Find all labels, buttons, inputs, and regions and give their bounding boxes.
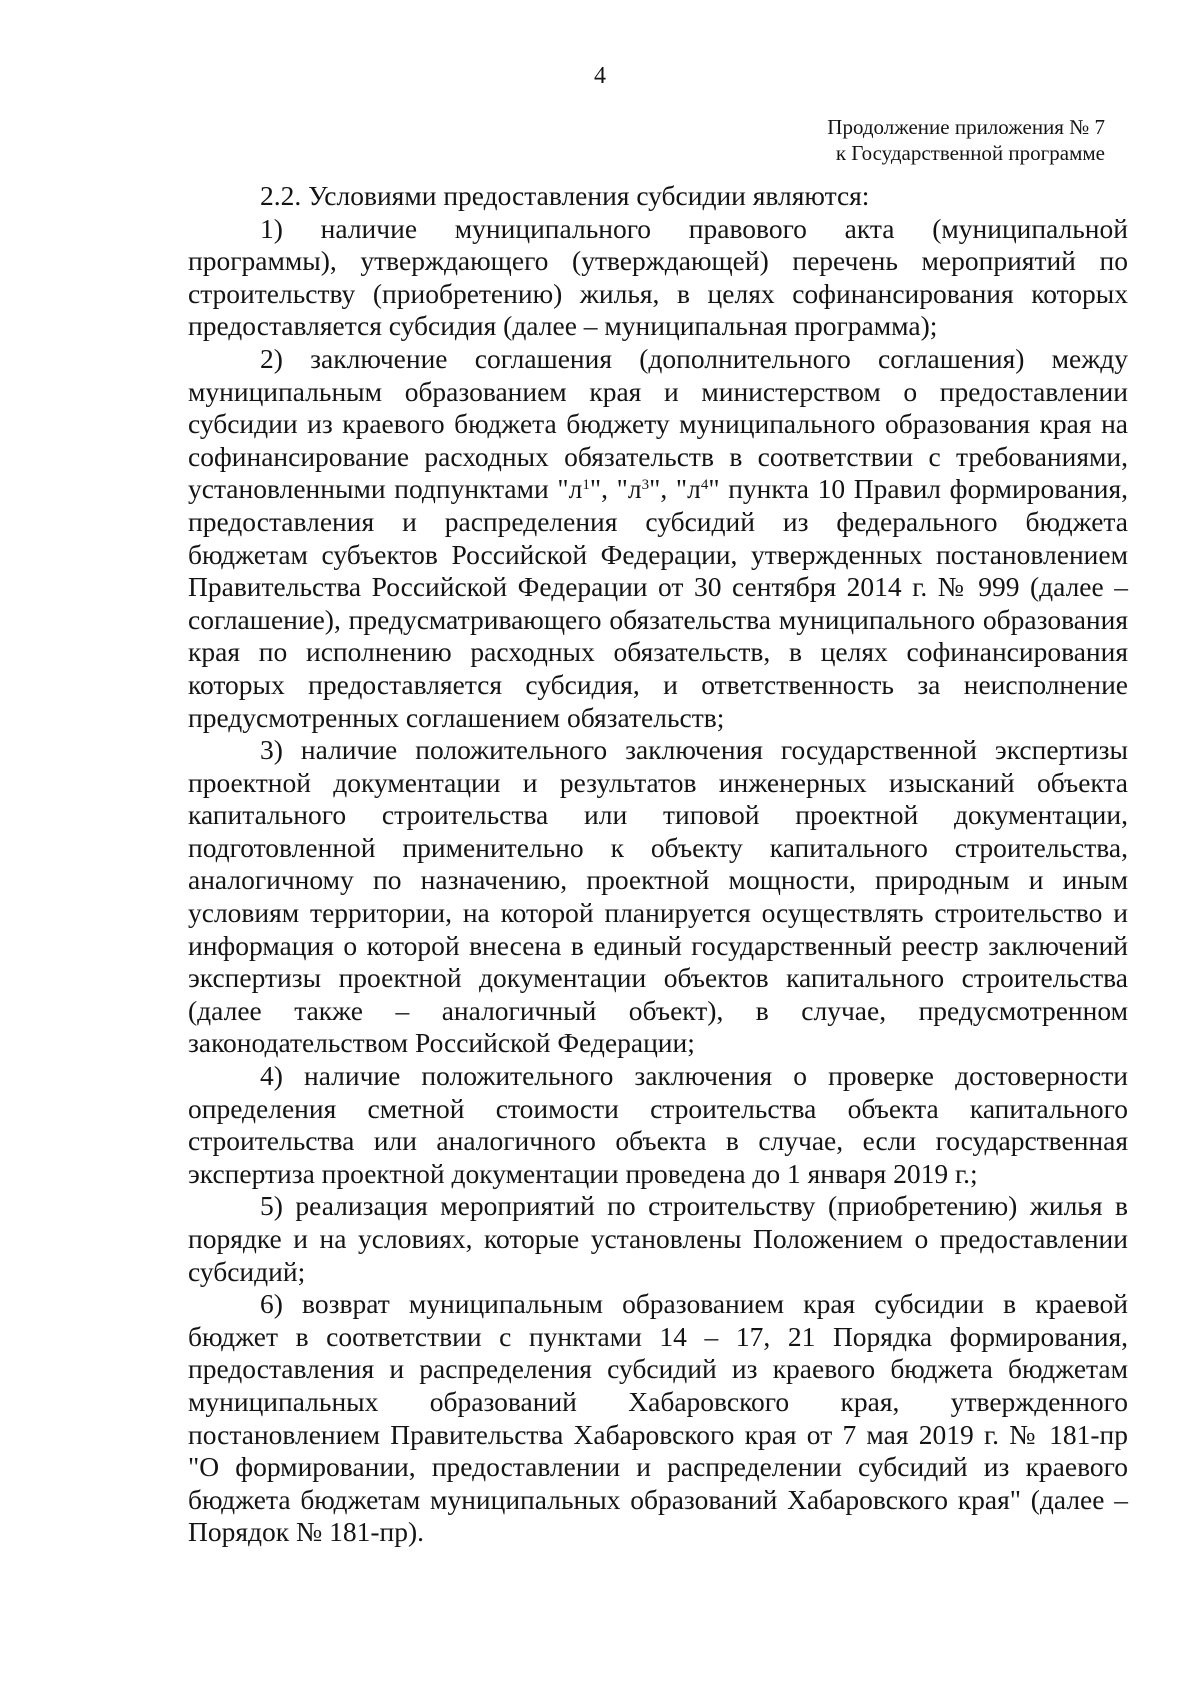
condition-item-2-text-d: " пункта 10 Правил формирования, предоставления и распределения субсидий из федерального бюджета бюджетам субъектов Российской Федерации, утвержденных постановлением Правительства Российской Федерации от 30 сентября 2014 г. № 999 (далее – соглашение), предусматривающего обязательства муниципального образования края по исполнению расходных обязательств, в целях софинансирования которых предоставляется субсидия, и ответственность за неисполнение предусмотренных соглашением обязательств;	[188, 473, 1128, 733]
superscript-3: 3	[641, 477, 650, 494]
appendix-header-line-1: Продолжение приложения № 7	[827, 115, 1105, 139]
condition-item-1: 1) наличие муниципального правового акта (муниципальной программы), утверждающего (утверждающей) перечень мероприятий по строительству (приобретению) жилья, в целях софинансирования которых предоставляется субсидия (далее – муниципальная программа);	[188, 212, 1128, 342]
document-body	[188, 180, 1128, 1549]
appendix-header	[827, 114, 1105, 166]
section-title: 2.2. Условиями предоставления субсидии являются:	[260, 180, 870, 211]
appendix-header-line-2: к Государственной программе	[835, 141, 1105, 165]
condition-item-3: 3) наличие положительного заключения государственной экспертизы проектной документации и результатов инженерных изысканий объекта капитального строительства или типовой проектной документации, подготовленной применительно к объекту капитального строительства, аналогичному по назначению, проектной мощности, природным и иным условиям территории, на которой планируется осуществлять строительство и информация о которой внесена в единый государственный реестр заключений экспертизы проектной документации объектов капитального строительства (далее также – аналогичный объект), в случае, предусмотренном законодательством Российской Федерации;	[188, 734, 1128, 1059]
condition-item-2-text-a: 2) заключение соглашения (дополнительного соглашения) между муниципальным образованием края и министерством о предоставлении субсидии из краевого бюджета бюджету муниципального образования края на софинансирование расходных обязательств в соответствии с требованиями, установленными подпунктами "л	[188, 342, 1128, 505]
superscript-1: 1	[582, 477, 590, 494]
condition-item-2-text-c: ", "л	[649, 473, 701, 505]
condition-item-2	[188, 343, 1128, 734]
condition-item-4: 4) наличие положительного заключения о проверке достоверности определения сметной стоимости строительства объекта капитального строительства или аналогичного объекта в случае, если государственная экспертиза проектной документации проведена до 1 января 2019 г.;	[188, 1060, 1128, 1189]
condition-item-6: 6) возврат муниципальным образованием края субсидии в краевой бюджет в соответствии с пунктами 14 – 17, 21 Порядка формирования, предоставления и распределения субсидий из краевого бюджета бюджетам муниципальных образований Хабаровского края, утвержденного постановлением Правительства Хабаровского края от 7 мая 2019 г. № 181-пр "О формировании, предоставлении и распределении субсидий из краевого бюджета бюджетам муниципальных образований Хабаровского края" (далее – Порядок № 181-пр).	[188, 1288, 1128, 1548]
condition-item-5: 5) реализация мероприятий по строительству (приобретению) жилья в порядке и на условиях, которые установлены Положением о предоставлении субсидий;	[188, 1190, 1128, 1287]
superscript-4: 4	[700, 477, 709, 494]
condition-item-2-text-b: ", "л	[589, 473, 642, 505]
page-number: 4	[594, 63, 606, 89]
